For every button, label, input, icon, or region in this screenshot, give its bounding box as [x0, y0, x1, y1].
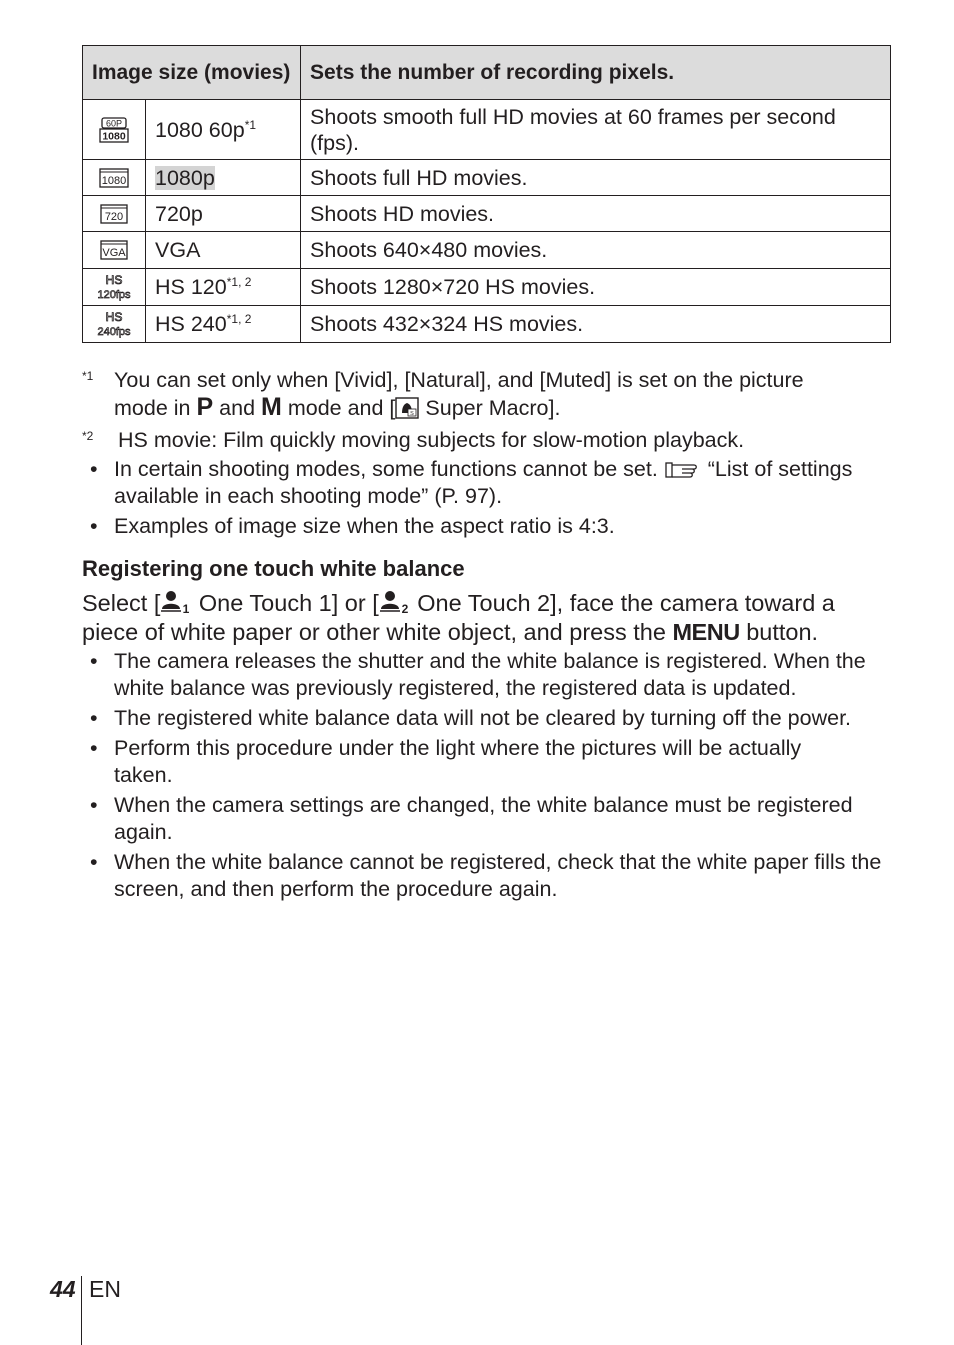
svg-text:HS: HS — [105, 273, 123, 287]
table-cell-desc: Shoots 1280×720 HS movies. — [301, 269, 891, 306]
manual-mode-m-icon: M — [261, 393, 282, 421]
section-heading: Registering one touch white balance — [82, 556, 465, 581]
program-mode-p-icon: P — [196, 393, 214, 421]
footnote-marker: *2 — [82, 429, 94, 443]
svg-text:S: S — [410, 411, 415, 417]
svg-text:60P: 60P — [105, 118, 123, 128]
movie-1080-60p-icon — [83, 100, 146, 160]
list-item: • The camera releases the shutter and the white balance is registered. When the white balance was previously registered, the registered data is updated. — [90, 649, 866, 700]
footnote-2: *2 HS movie: Film quickly moving subjects for slow-motion playback. — [82, 427, 892, 454]
table-cell-size: HS 120$^{*1, 2}$ — [146, 269, 301, 306]
list-item: • The registered white balance data will not be cleared by turning off the power. — [90, 706, 852, 730]
table-row — [83, 269, 891, 306]
svg-text:HS: HS — [105, 310, 123, 324]
list-item: • When the white balance cannot be registered, check that the white paper fills the screen, and then perform the procedure again. — [90, 850, 882, 901]
svg-text:2: 2 — [401, 602, 409, 615]
movie-hs-240fps-icon — [83, 306, 146, 343]
movie-720p-icon — [83, 196, 146, 232]
footnote-1: *1 You can set only when [Vivid], [Natural], and [Muted] is set on the picture mode in P and M mode and [ S Super Macro]. — [82, 367, 892, 422]
table-cell-desc: Shoots smooth full HD movies at 60 frames per second (fps). — [301, 100, 891, 160]
table-row — [83, 306, 891, 343]
table-header-description: Sets the number of recording pixels. — [301, 46, 891, 100]
svg-text:VGA: VGA — [102, 247, 126, 259]
list-item: • When the camera settings are changed, the white balance must be registered again. — [90, 793, 853, 844]
table-row — [83, 196, 891, 232]
table-cell-desc: Shoots full HD movies. — [301, 160, 891, 196]
svg-text:720: 720 — [104, 210, 124, 223]
page-number: 44 — [50, 1276, 76, 1302]
table-cell-desc: Shoots HD movies. — [301, 196, 891, 232]
footer-divider — [81, 1276, 82, 1345]
section-paragraph: Select [ 1 One Touch 1] or [ 2 One Touch 2], face the camera toward a piece of white paper or other white object, and press the MENU button. — [82, 590, 835, 645]
menu-button-label: MENU — [672, 619, 740, 645]
table-cell-size: 1080 $60p^{*1}$ — [146, 100, 301, 160]
movie-hs-120fps-icon — [83, 269, 146, 306]
table-cell-desc: Shoots 640×480 movies. — [301, 232, 891, 269]
svg-text:120fps: 120fps — [97, 289, 131, 301]
table-cell-size: VGA — [146, 232, 301, 269]
list-item: • Examples of image size when the aspect ratio is 4:3. — [90, 514, 615, 538]
movie-vga-icon — [83, 232, 146, 269]
image-size-table — [82, 45, 891, 343]
one-touch-wb-1-icon — [160, 589, 192, 615]
table-header-image-size: Image size (movies) — [83, 46, 301, 100]
page-language: EN — [89, 1276, 121, 1302]
svg-text:1: 1 — [183, 602, 190, 615]
list-item: • Perform this procedure under the light where the pictures will be actually taken. — [90, 736, 802, 787]
svg-text:1080: 1080 — [102, 130, 126, 142]
reference-hand-icon — [664, 460, 702, 480]
svg-text:1080: 1080 — [101, 174, 127, 187]
movie-1080p-icon — [83, 160, 146, 196]
table-row — [83, 100, 891, 160]
footnote-marker: *1 — [82, 369, 94, 383]
one-touch-wb-2-icon — [379, 589, 411, 615]
super-macro-icon — [395, 397, 419, 419]
svg-text:240fps: 240fps — [97, 326, 131, 338]
table-row — [83, 232, 891, 269]
table-cell-size: 1080p — [146, 160, 301, 196]
table-header-row — [83, 46, 891, 100]
list-item: • In certain shooting modes, some functions cannot be set. “List of settings available in each shooting mode” (P. 97). — [90, 457, 853, 508]
table-cell-size: 720p — [146, 196, 301, 232]
table-cell-desc: Shoots 432×324 HS movies. — [301, 306, 891, 343]
table-cell-size: HS 240$^{*1, 2}$ — [146, 306, 301, 343]
table-row — [83, 160, 891, 196]
